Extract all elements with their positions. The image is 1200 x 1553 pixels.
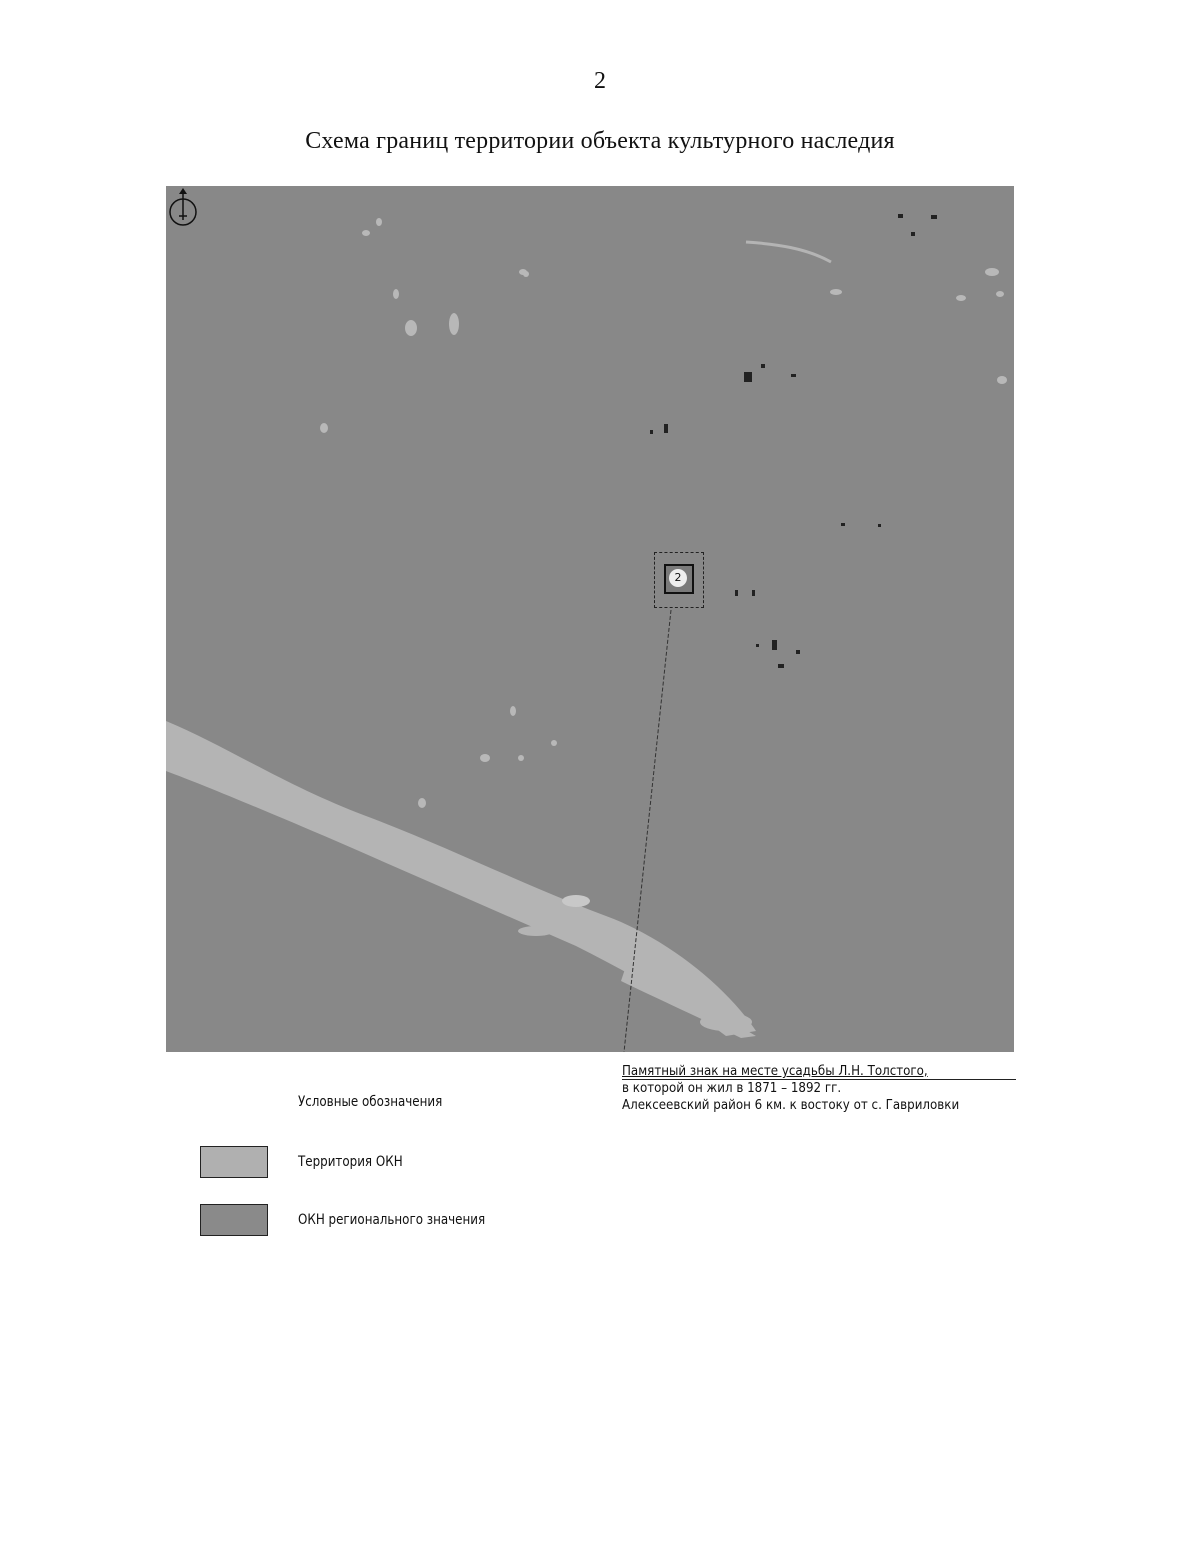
legend-swatch-territory	[200, 1146, 268, 1178]
legend-label-regional: ОКН регионального значения	[298, 1212, 486, 1228]
legend-title: Условные обозначения	[298, 1094, 443, 1110]
legend-swatch-regional	[200, 1204, 268, 1236]
page-number: 2	[594, 68, 606, 94]
scattered-features	[320, 218, 1007, 808]
heritage-object-marker[interactable]	[654, 552, 704, 608]
floodplain-patch	[518, 926, 554, 936]
legend-label-territory: Территория ОКН	[298, 1154, 403, 1170]
floodplain-patch	[562, 895, 590, 907]
callout-line-1: Памятный знак на месте усадьбы Л.Н. Толстого,	[622, 1063, 928, 1079]
map-view[interactable]	[166, 186, 1014, 1052]
north-arrow-icon	[166, 186, 200, 228]
floodplain-patch	[700, 1013, 752, 1031]
object-number-badge: 2	[669, 569, 687, 587]
callout-line-2: в которой он жил в 1871 – 1892 гг.	[622, 1080, 842, 1096]
road-line	[746, 242, 831, 262]
page-title: Схема границ территории объекта культурного наследия	[305, 128, 895, 154]
object-callout	[622, 1063, 959, 1114]
map-terrain	[166, 186, 1014, 1052]
callout-line-3: Алексеевский район 6 км. к востоку от с. Гавриловки	[622, 1097, 960, 1113]
